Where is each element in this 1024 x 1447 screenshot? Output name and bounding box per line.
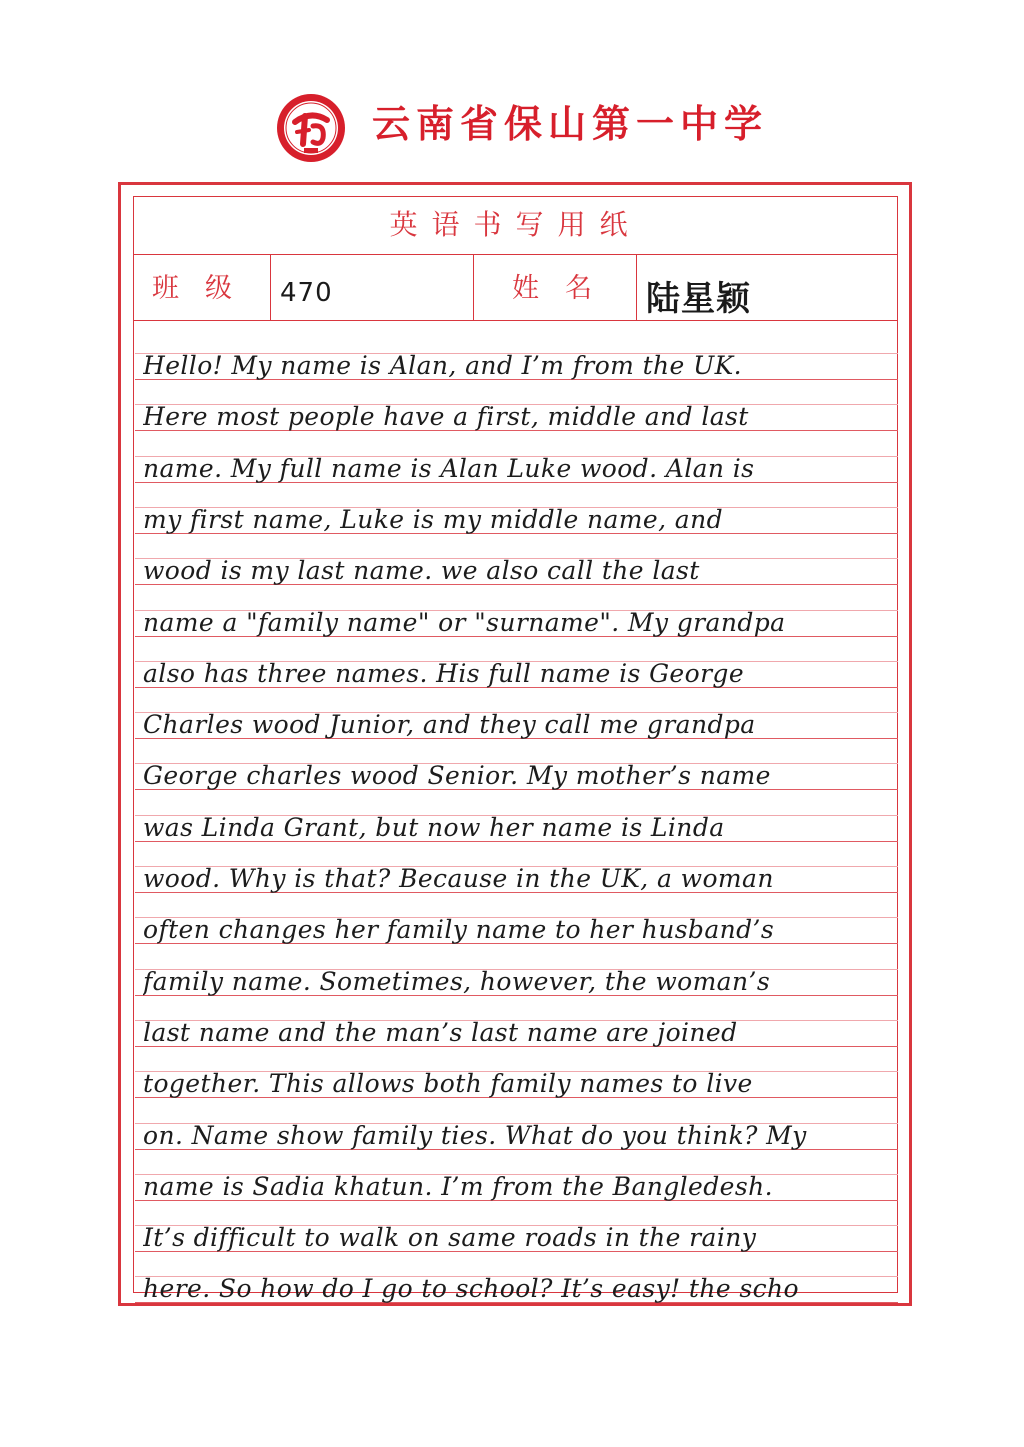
essay-line: George charles wood Senior. My mother’s name	[143, 761, 771, 791]
info-divider	[636, 254, 637, 320]
essay-line: here. So how do I go to school? It’s easy! the scho	[143, 1274, 799, 1304]
essay-line: on. Name show family ties. What do you think? My	[143, 1120, 807, 1150]
essay-line: name a "family name" or "surname". My grandpa	[143, 607, 786, 637]
school-name: 云南省保山第一中学	[372, 102, 769, 146]
school-seal-icon	[275, 92, 347, 164]
essay-line: often changes her family name to her husband’s	[143, 915, 775, 945]
info-divider	[270, 254, 271, 320]
essay-line: family name. Sometimes, however, the woman’s	[143, 966, 771, 996]
sheet-title: 英语书写用纸	[389, 208, 642, 241]
essay-line: Hello! My name is Alan, and I’m from the UK.	[143, 351, 742, 380]
essay-line: also has three names. His full name is George	[143, 658, 745, 688]
essay-line: my first name, Luke is my middle name, and	[143, 504, 723, 534]
essay-line: name is Sadia khatun. I’m from the Bangledesh.	[143, 1171, 773, 1201]
essay-line: wood. Why is that? Because in the UK, a woman	[143, 864, 774, 893]
essay-line: Here most people have a first, middle and last	[143, 402, 749, 432]
info-divider	[473, 254, 474, 320]
essay-line: last name and the man’s last name are joined	[143, 1017, 738, 1047]
class-label: 班级	[152, 273, 258, 304]
essay-line: name. My full name is Alan Luke wood. Alan is	[143, 453, 755, 483]
essay-line: wood is my last name. we also call the last	[143, 556, 700, 586]
class-value: 470	[280, 278, 333, 308]
student-name: 陆星颖	[646, 279, 751, 319]
writing-area	[135, 322, 898, 1304]
essay-line: together. This allows both family names to live	[143, 1069, 753, 1099]
name-label: 姓名	[512, 273, 618, 304]
title-divider	[133, 254, 898, 255]
school-header	[0, 88, 1024, 168]
essay-line: Charles wood Junior, and they call me grandpa	[143, 710, 756, 740]
essay-line: It’s difficult to walk on same roads in the rainy	[143, 1223, 757, 1253]
essay-line: was Linda Grant, but now her name is Linda	[143, 812, 725, 842]
